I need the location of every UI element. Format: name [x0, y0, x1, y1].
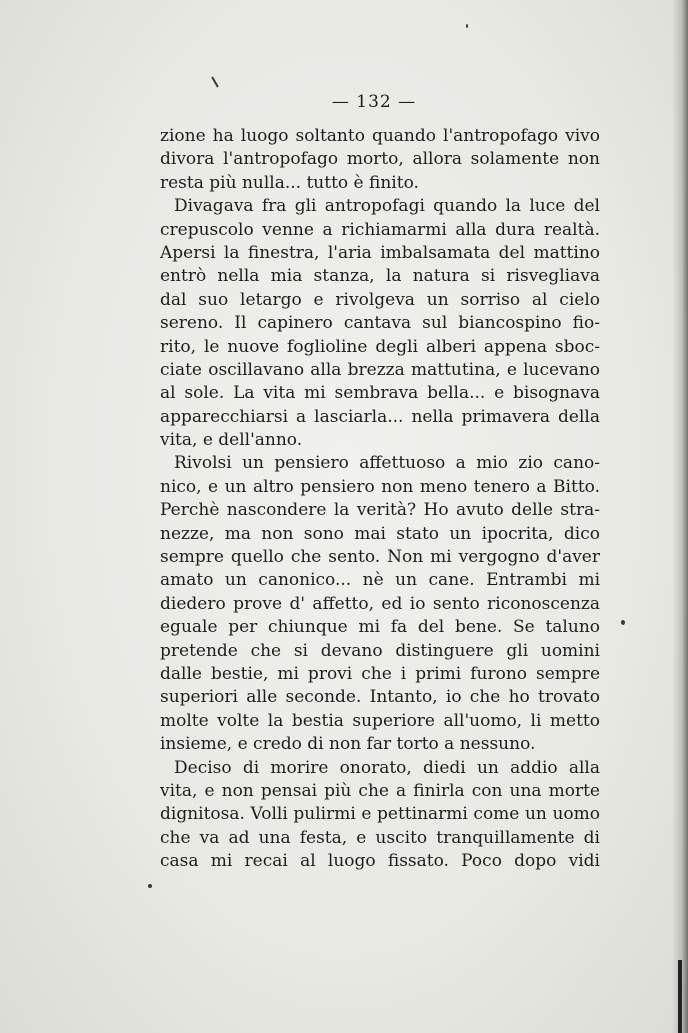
page-edge-mark — [678, 960, 682, 1033]
text-line: Apersi la finestra, l'aria imbalsamata del mattino — [160, 242, 600, 263]
page-number: — 132 — — [331, 92, 417, 112]
text-line: nezze, ma non sono mai stato un ipocrita, dico — [160, 523, 600, 544]
ink-speck — [148, 884, 152, 888]
text-line: sereno. Il capinero cantava sul biancospino fio- — [160, 313, 600, 334]
text-line: casa mi recai al luogo fissato. Poco dopo vidi — [160, 851, 600, 872]
text-line: dal suo letargo e rivolgeva un sorriso al cielo — [160, 289, 600, 310]
text-line: entrò nella mia stanza, la natura si risvegliava — [160, 266, 600, 287]
text-line: Divagava fra gli antropofagi quando la luce del — [174, 196, 600, 217]
text-line: insieme, e credo di non far torto a nessuno. — [160, 734, 536, 755]
text-line: sempre quello che sento. Non mi vergogno d'aver — [160, 547, 600, 568]
text-line: vita, e non pensai più che a finirla con una morte — [160, 780, 600, 801]
text-line: ciate oscillavano alla brezza mattutina, e lucevano — [160, 359, 600, 380]
text-line: crepuscolo venne a richiamarmi alla dura realtà. — [160, 219, 600, 240]
text-line: Rivolsi un pensiero affettuoso a mio zio cano- — [174, 453, 600, 474]
ink-speck — [621, 620, 625, 625]
text-line: amato un canonico... nè un cane. Entrambi mi — [160, 570, 600, 591]
text-line: zione ha luogo soltanto quando l'antropofago vivo — [160, 126, 600, 146]
text-line: diedero prove d' affetto, ed io sento riconoscenza — [160, 593, 600, 614]
text-line: eguale per chiunque mi fa del bene. Se taluno — [160, 617, 600, 638]
text-line: Deciso di morire onorato, diedi un addio alla — [174, 757, 600, 778]
text-line: dignitosa. Volli pulirmi e pettinarmi come un uomo — [160, 804, 600, 825]
text-line: divora l'antropofago morto, allora solamente non — [160, 149, 600, 170]
text-line: apparecchiarsi a lasciarla... nella primavera della — [160, 406, 600, 427]
ink-speck — [466, 24, 468, 28]
text-line: resta più nulla... tutto è finito. — [160, 172, 419, 193]
text-line: molte volte la bestia superiore all'uomo, li metto — [160, 710, 600, 731]
text-line: dalle bestie, mi provi che i primi furono sempre — [160, 663, 600, 684]
text-line: che va ad una festa, e uscito tranquillamente di — [160, 827, 600, 848]
body-text — [160, 125, 600, 874]
text-line: al sole. La vita mi sembrava bella... e bisognava — [160, 383, 600, 404]
text-line: Perchè nascondere la verità? Ho avuto delle stra- — [160, 500, 600, 521]
text-line: rito, le nuove foglioline degli alberi appena sboc- — [160, 336, 600, 357]
text-line: pretende che si devano distinguere gli uomini — [160, 640, 600, 661]
page-edge-shadow — [672, 0, 688, 1033]
text-line: vita, e dell'anno. — [160, 430, 303, 451]
text-line: superiori alle seconde. Intanto, io che ho trovato — [160, 687, 600, 708]
text-line: nico, e un altro pensiero non meno tenero a Bitto. — [160, 476, 600, 497]
ink-speck — [211, 76, 219, 87]
